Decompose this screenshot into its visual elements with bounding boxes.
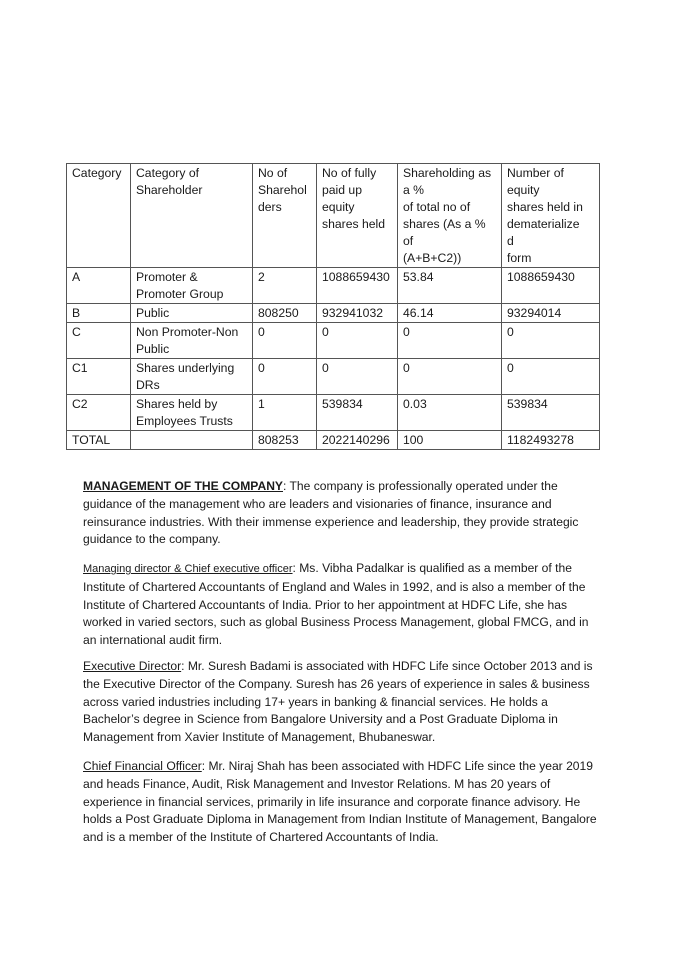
table-cell: 93294014 [502, 304, 600, 323]
table-cell: 0 [502, 359, 600, 395]
table-cell: C1 [67, 359, 131, 395]
table-cell: Non Promoter-Non Public [131, 323, 253, 359]
table-cell: 100 [398, 431, 502, 450]
table-cell: 539834 [317, 395, 398, 431]
md-ceo-text: : Ms. Vibha Padalkar is qualified as a member of the Institute of Chartered Accountants of England and Wales in 1992, and is also a member of the Institute of Chartered Accountants of India. Prior to her appointment at HDFC Life, she has worked in varied sectors, such as global Business Process Management, global FMCG, and in an international audit firm. [83, 561, 589, 648]
table-cell: 1088659430 [317, 268, 398, 304]
table-cell: Shares underlying DRs [131, 359, 253, 395]
table-cell: Public [131, 304, 253, 323]
table-cell: 1088659430 [502, 268, 600, 304]
table-cell: B [67, 304, 131, 323]
table-header-cell: Category of Shareholder [131, 164, 253, 268]
management-paragraph [83, 478, 603, 549]
table-row-total [67, 431, 600, 450]
table-cell: 0 [253, 323, 317, 359]
table-cell: 1 [253, 395, 317, 431]
executive-director-heading: Executive Director [83, 659, 182, 673]
table-cell: 2 [253, 268, 317, 304]
md-ceo-heading: Managing director & Chief executive officer [83, 563, 293, 575]
management-text: : The company is professionally operated under the guidance of the management who are leaders and visionaries of finance, insurance and reinsurance industries. With their immense experience and leadership, they provide strategic guidance to the company. [83, 479, 579, 547]
cfo-paragraph [83, 758, 603, 847]
table-cell: 0 [317, 323, 398, 359]
table-cell: 2022140296 [317, 431, 398, 450]
table-cell: 1182493278 [502, 431, 600, 450]
table-cell: 46.14 [398, 304, 502, 323]
table-cell: 932941032 [317, 304, 398, 323]
table-cell: 808250 [253, 304, 317, 323]
table-cell: TOTAL [67, 431, 131, 450]
management-heading: MANAGEMENT OF THE COMPANY [83, 479, 283, 493]
table-cell: Shares held by Employees Trusts [131, 395, 253, 431]
cfo-text: : Mr. Niraj Shah has been associated with HDFC Life since the year 2019 and heads Finance, Audit, Risk Management and Investor Relations. M has 20 years of experience in financial services, primarily in life insurance and corporate finance advisory. He holds a Post Graduate Diploma in Management from Indian Institute of Management, Bangalore and is a member of the Institute of Chartered Accountants of India. [83, 759, 597, 845]
table-header-cell: No of Sharehol ders [253, 164, 317, 268]
table-cell: 0 [398, 359, 502, 395]
table-header-cell: No of fully paid up equity shares held [317, 164, 398, 268]
table-row [67, 304, 600, 323]
table-row [67, 268, 600, 304]
table-cell: Promoter & Promoter Group [131, 268, 253, 304]
executive-director-text: : Mr. Suresh Badami is associated with HDFC Life since October 2013 and is the Executive Director of the Company. Suresh has 26 years of experience in sales & business across varied industries including 17+ years in banking & financial services. He holds a Bachelor’s degree in Science from Bangalore University and a Post Graduate Diploma in Management from Xavier Institute of Management, Bhubaneswar. [83, 659, 593, 745]
table-header-cell: Number of equity shares held in dematerialize d form [502, 164, 600, 268]
table-row [67, 359, 600, 395]
table-cell [131, 431, 253, 450]
table-header-row [67, 164, 600, 268]
cfo-heading: Chief Financial Officer [83, 759, 202, 773]
table-row [67, 395, 600, 431]
table-cell: 53.84 [398, 268, 502, 304]
md-ceo-paragraph [83, 560, 603, 650]
table-cell: 539834 [502, 395, 600, 431]
table-header-cell: Category [67, 164, 131, 268]
table-cell: 0 [253, 359, 317, 395]
executive-director-paragraph [83, 658, 603, 747]
table-cell: 0 [502, 323, 600, 359]
shareholding-table [66, 163, 600, 450]
table-cell: 0.03 [398, 395, 502, 431]
table-cell: A [67, 268, 131, 304]
table-cell: 808253 [253, 431, 317, 450]
table-cell: 0 [398, 323, 502, 359]
table-cell: C [67, 323, 131, 359]
table-row [67, 323, 600, 359]
table-cell: 0 [317, 359, 398, 395]
table-cell: C2 [67, 395, 131, 431]
table-header-cell: Shareholding as a % of total no of shares (As a % of (A+B+C2)) [398, 164, 502, 268]
